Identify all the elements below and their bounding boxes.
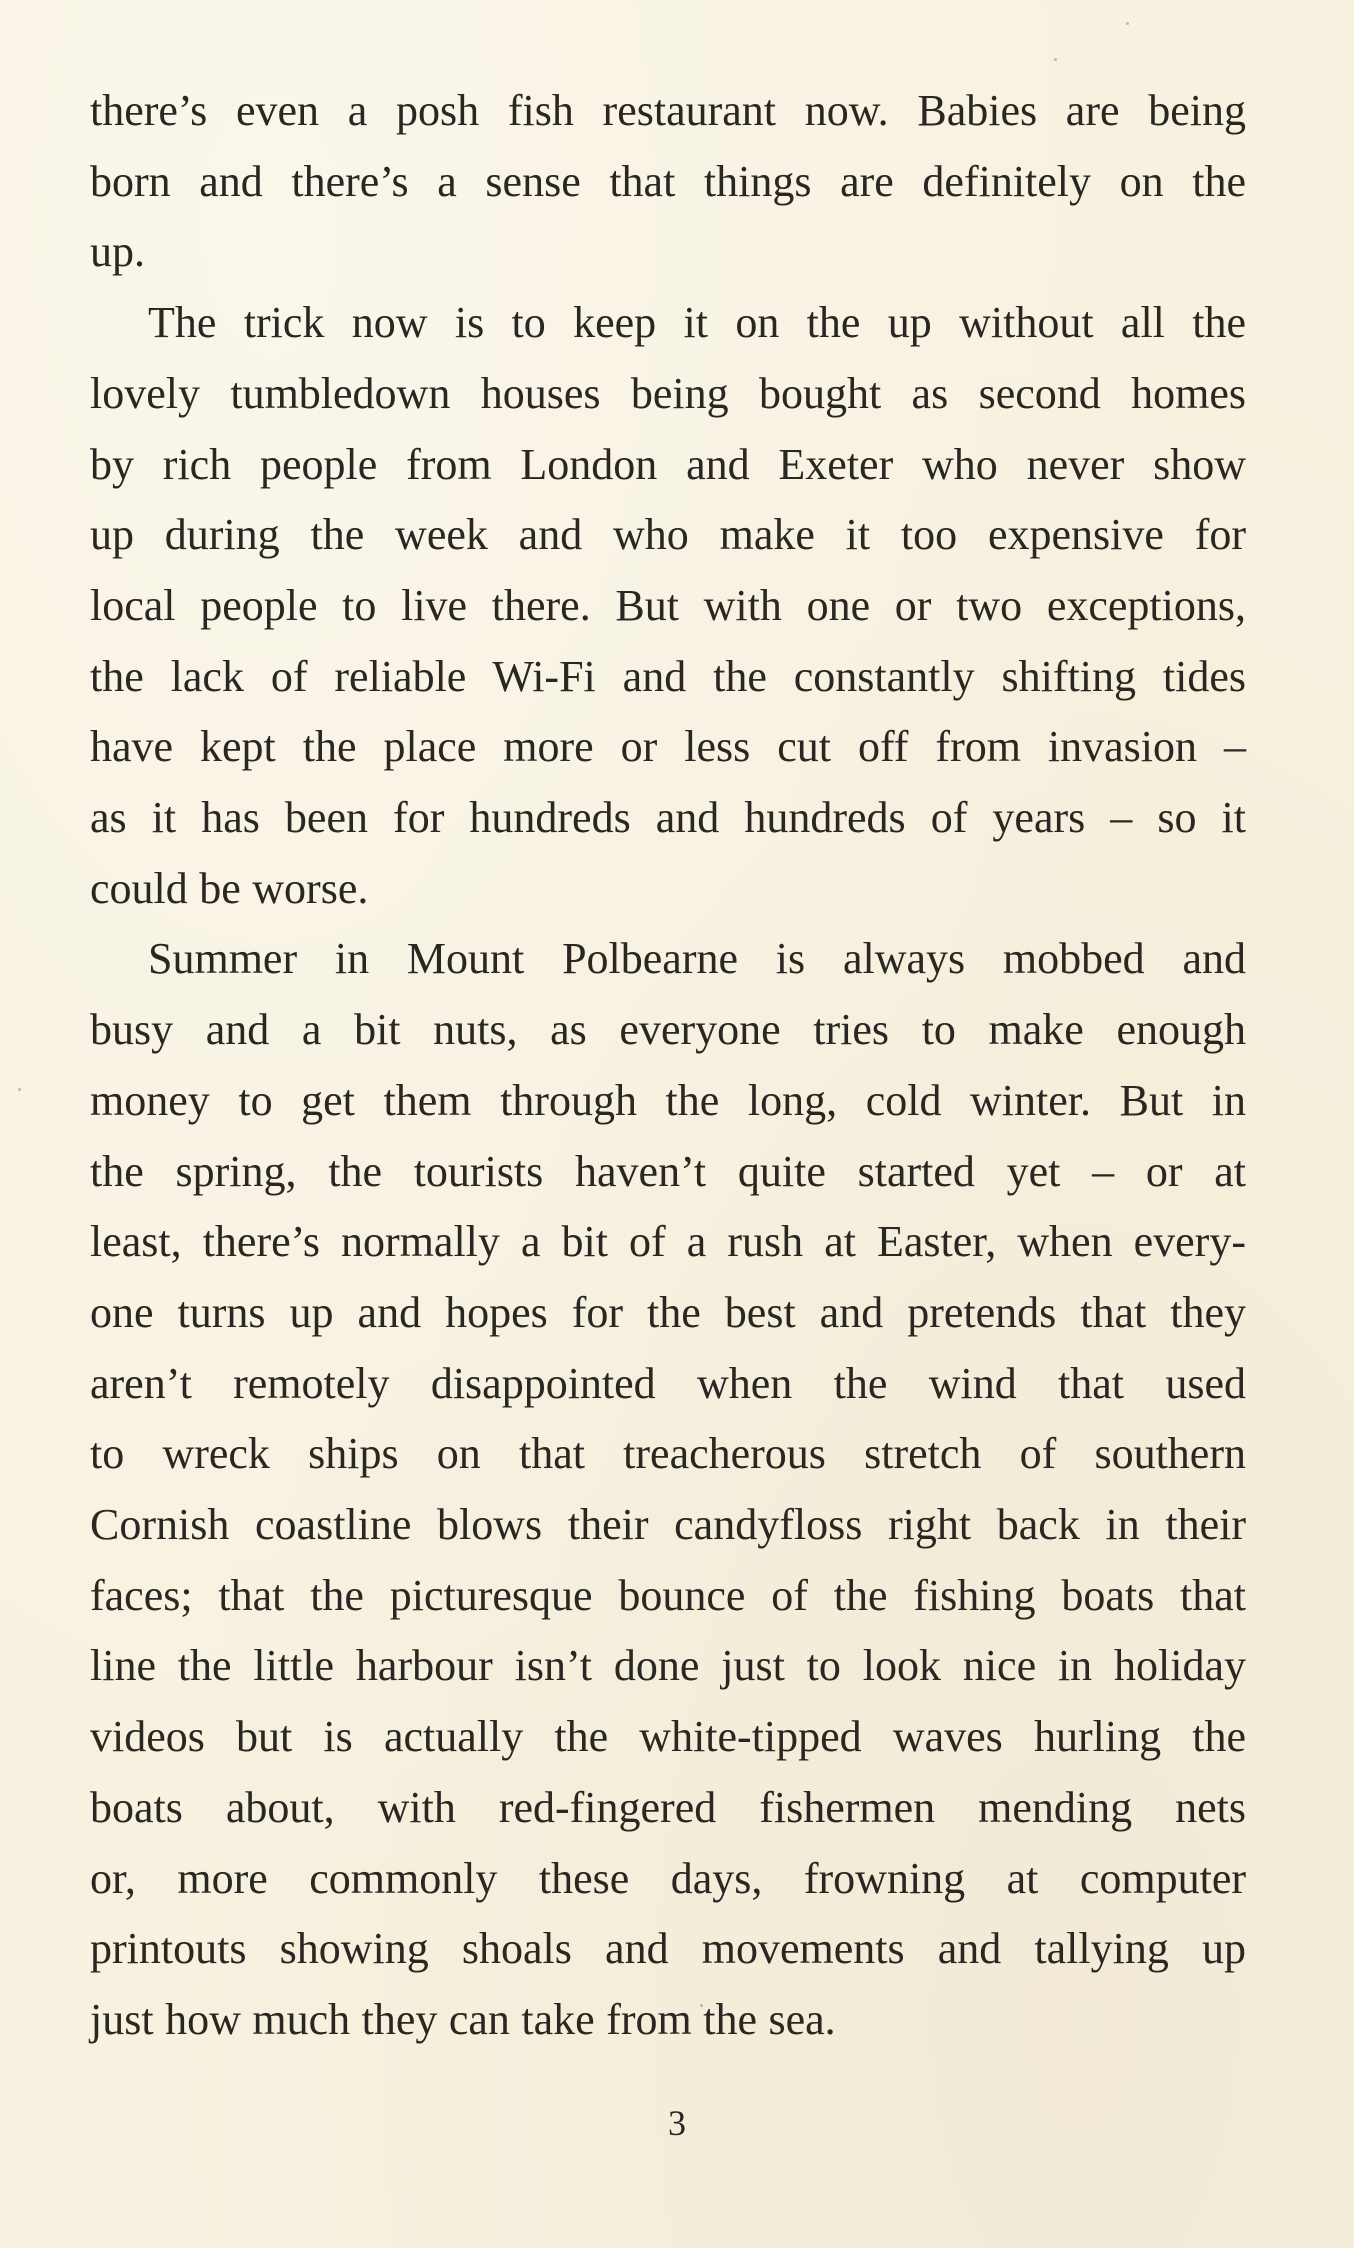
text-line: or, more commonly these days, frowning at computer bbox=[90, 1853, 1246, 1903]
text-line: lovely tumbledown houses being bought as second homes bbox=[90, 368, 1246, 418]
text-line: could be worse. bbox=[90, 863, 369, 913]
text-line: one turns up and hopes for the best and pretends that they bbox=[90, 1287, 1246, 1337]
text-line: the lack of reliable Wi-Fi and the constantly shifting tides bbox=[90, 651, 1246, 701]
text-line: videos but is actually the white-tipped waves hurling the bbox=[90, 1712, 1246, 1762]
text-line: line the little harbour isn’t done just to look nice in holiday bbox=[90, 1641, 1246, 1691]
text-line: Cornish coastline blows their candyfloss right back in their bbox=[90, 1500, 1246, 1550]
text-line: born and there’s a sense that things are definitely on the bbox=[90, 156, 1246, 206]
text-line: printouts showing shoals and movements and tallying up bbox=[90, 1924, 1246, 1974]
text-line: money to get them through the long, cold winter. But in bbox=[90, 1075, 1246, 1125]
page-number: 3 bbox=[668, 2103, 686, 2143]
paper-speck bbox=[18, 1088, 21, 1091]
text-line: up during the week and who make it too expensive for bbox=[90, 510, 1246, 560]
text-line: local people to live there. But with one or two exceptions, bbox=[90, 580, 1246, 630]
text-line: the spring, the tourists haven’t quite started yet – or at bbox=[90, 1146, 1246, 1196]
paragraph-3 bbox=[90, 924, 1246, 2055]
text-line: as it has been for hundreds and hundreds of years – so it bbox=[90, 793, 1246, 843]
text-line: there’s even a posh fish restaurant now. Babies are being bbox=[90, 86, 1246, 135]
text-line: to wreck ships on that treacherous stretch of southern bbox=[90, 1429, 1246, 1479]
paper-speck bbox=[1126, 22, 1129, 25]
text-line: by rich people from London and Exeter who never show bbox=[90, 439, 1246, 489]
text-line: up. bbox=[90, 227, 145, 277]
text-line: boats about, with red-fingered fishermen mending nets bbox=[90, 1782, 1246, 1832]
text-line: busy and a bit nuts, as everyone tries to make enough bbox=[90, 1005, 1246, 1055]
paragraph-2 bbox=[90, 288, 1246, 924]
text-line: The trick now is to keep it on the up without all the bbox=[148, 298, 1246, 348]
body-text bbox=[90, 76, 1246, 2056]
text-line: have kept the place more or less cut off from invasion – bbox=[90, 722, 1246, 772]
text-line: aren’t remotely disappointed when the wind that used bbox=[90, 1358, 1246, 1408]
paragraph-1 bbox=[90, 76, 1246, 288]
paper-speck bbox=[700, 2004, 703, 2007]
text-line: faces; that the picturesque bounce of the fishing boats that bbox=[90, 1570, 1246, 1620]
paper-speck bbox=[1054, 58, 1057, 61]
text-line: least, there’s normally a bit of a rush at Easter, when every- bbox=[90, 1217, 1246, 1267]
text-line: Summer in Mount Polbearne is always mobbed and bbox=[148, 934, 1246, 984]
text-line: just how much they can take from the sea. bbox=[90, 1994, 836, 2044]
